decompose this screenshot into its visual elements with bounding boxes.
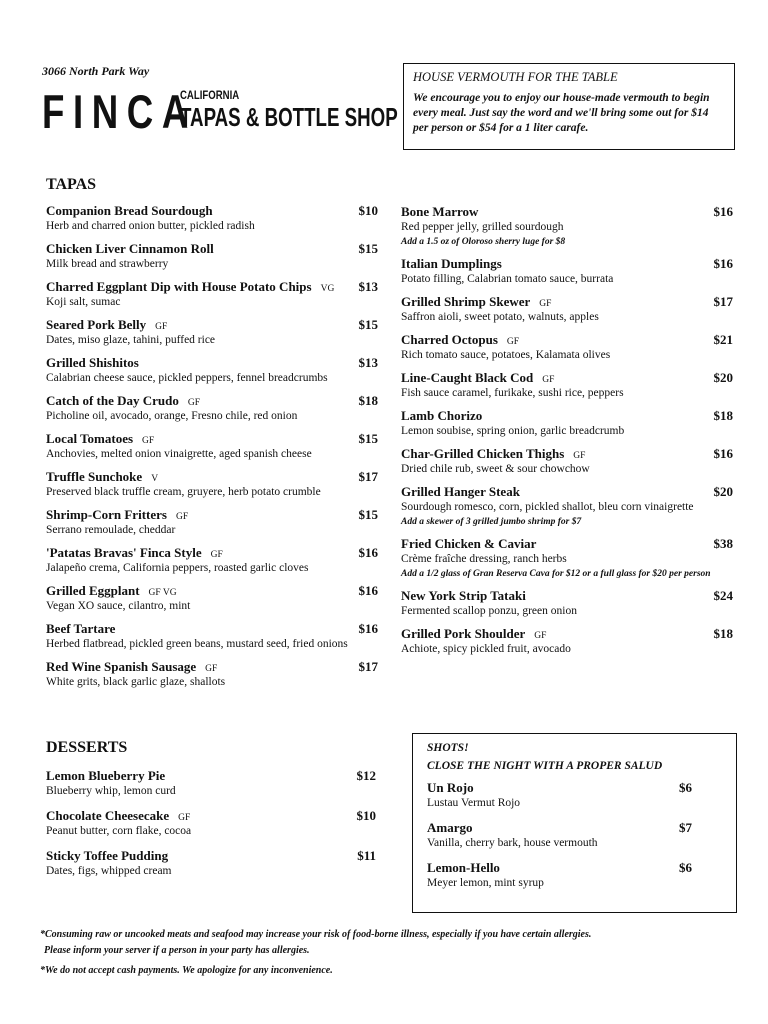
menu-item-row: [401, 370, 733, 386]
menu-item: [401, 588, 733, 619]
menu-item-description: Fish sauce caramel, furikake, sushi rice, peppers: [401, 387, 624, 399]
menu-item-name: Beef Tartare: [46, 621, 116, 636]
menu-item-row: [46, 768, 376, 784]
menu-item-row: [46, 241, 378, 257]
menu-item-row: [46, 203, 378, 219]
menu-item-name: Grilled Shishitos: [46, 355, 139, 370]
menu-item-description: Vanilla, cherry bark, house vermouth: [427, 837, 598, 849]
menu-item-description: Herb and charred onion butter, pickled radish: [46, 220, 255, 232]
menu-item-row: [401, 536, 733, 552]
menu-item: [46, 469, 378, 500]
menu-item-description: Lemon soubise, spring onion, garlic breadcrumb: [401, 425, 625, 437]
menu-item: [427, 820, 692, 851]
menu-item: [46, 848, 376, 879]
menu-item-name: 'Patatas Bravas' Finca Style: [46, 545, 202, 560]
menu-item-description: Dates, figs, whipped cream: [46, 865, 172, 877]
menu-item-description: Crème fraîche dressing, ranch herbs: [401, 553, 567, 565]
menu-item-description: Serrano remoulade, cheddar: [46, 524, 176, 536]
menu-item-price: $7: [679, 820, 692, 835]
menu-item-description: Sourdough romesco, corn, pickled shallot, bleu corn vinaigrette: [401, 501, 694, 513]
menu-item-price: $18: [358, 393, 378, 408]
menu-item-price: $10: [356, 808, 376, 823]
menu-item-price: $18: [713, 626, 733, 641]
menu-item-description: Lustau Vermut Rojo: [427, 797, 521, 809]
diet-tag: GF: [175, 512, 189, 522]
menu-item-description: White grits, black garlic glaze, shallots: [46, 676, 226, 688]
diet-tag: GF: [534, 631, 547, 641]
menu-item-name: Seared Pork Belly: [46, 317, 147, 332]
menu-item-price: $12: [356, 768, 376, 783]
menu-item-row: [401, 588, 733, 604]
menu-item-price: $38: [713, 536, 733, 551]
menu-item-description: Jalapeño crema, California peppers, roasted garlic cloves: [46, 562, 309, 574]
diet-tag: GF: [142, 436, 155, 446]
menu-item-name: Charred Octopus: [401, 332, 498, 347]
diet-tag: GF VG: [148, 588, 177, 598]
menu-item-description: Picholine oil, avocado, orange, Fresno chile, red onion: [46, 410, 298, 422]
menu-item: [401, 408, 733, 439]
menu-item-description: Vegan XO sauce, cilantro, mint: [46, 600, 191, 612]
menu-item-price: $20: [713, 484, 733, 499]
menu-item: [401, 370, 733, 401]
menu-item-name: Local Tomatoes: [46, 431, 134, 446]
menu-item-row: [46, 431, 378, 447]
menu-item-price: $16: [713, 204, 733, 219]
menu-item-description: Blueberry whip, lemon curd: [46, 785, 176, 797]
menu-item-description: Meyer lemon, mint syrup: [427, 877, 544, 889]
diet-tag: GF: [573, 451, 586, 461]
menu-item-price: $13: [358, 355, 378, 370]
menu-item-price: $24: [713, 588, 733, 603]
desserts-title: DESSERTS: [46, 739, 128, 756]
menu-item-row: [401, 446, 733, 462]
logo-state: CALIFORNIA: [180, 88, 240, 102]
menu-item-price: $20: [713, 370, 733, 385]
menu-item-name: Chocolate Cheesecake: [46, 808, 170, 823]
menu-item-row: [401, 408, 733, 424]
menu-item-description: Rich tomato sauce, potatoes, Kalamata olives: [401, 349, 611, 361]
menu-item-price: $18: [713, 408, 733, 423]
menu-item-price: $17: [358, 469, 378, 484]
menu-item-row: [401, 626, 733, 642]
menu-item: [46, 241, 378, 272]
menu-item-price: $6: [679, 860, 692, 875]
menu-item-name: Grilled Shrimp Skewer: [401, 294, 531, 309]
diet-tag: GF: [155, 322, 168, 332]
menu-item-name: Sticky Toffee Pudding: [46, 848, 169, 863]
menu-item: [46, 203, 378, 234]
menu-item-price: $21: [713, 332, 733, 347]
menu-item-name: Fried Chicken & Caviar: [401, 536, 537, 551]
shots-box: [412, 733, 737, 913]
menu-item-price: $16: [358, 583, 378, 598]
menu-item: [427, 780, 692, 811]
menu-item-name: Grilled Hanger Steak: [401, 484, 520, 499]
menu-item-description: Dates, miso glaze, tahini, puffed rice: [46, 334, 216, 346]
menu-item-row: [401, 294, 733, 310]
diet-tag: GF: [187, 398, 201, 408]
menu-item-row: [46, 545, 378, 561]
menu-item: [401, 484, 733, 529]
menu-item-price: $15: [358, 241, 378, 256]
menu-item-name: New York Strip Tataki: [401, 588, 526, 603]
menu-item: [46, 355, 378, 386]
diet-tag: GF: [539, 299, 552, 309]
menu-item-description: Milk bread and strawberry: [46, 258, 169, 270]
menu-item-name: Red Wine Spanish Sausage: [46, 659, 197, 674]
menu-item-row: [401, 204, 733, 220]
menu-item-name: Amargo: [427, 820, 473, 835]
menu-item-row: [46, 355, 378, 371]
tapas-left-column: [46, 203, 378, 697]
menu-item-name: Italian Dumplings: [401, 256, 502, 271]
footnote-cash: *We do not accept cash payments. We apologize for any inconvenience.: [40, 965, 333, 976]
menu-item-row: [401, 332, 733, 348]
menu-item-row: [46, 507, 378, 523]
diet-tag: GF: [210, 550, 223, 560]
menu-item-addon-note: Add a 1/2 glass of Gran Reserva Cava for $12 or a full glass for $20 per person: [401, 569, 711, 579]
menu-item-row: [427, 780, 692, 796]
shots-title: SHOTS!: [427, 742, 469, 754]
logo-tagline: TAPAS & BOTTLE SHOP: [180, 102, 398, 132]
menu-item-description: Saffron aioli, sweet potato, walnuts, apples: [401, 311, 599, 323]
menu-item-description: Calabrian cheese sauce, pickled peppers, fennel breadcrumbs: [46, 372, 328, 384]
menu-item-name: Companion Bread Sourdough: [46, 203, 213, 218]
menu-item-price: $16: [713, 446, 733, 461]
menu-item-row: [46, 621, 378, 637]
shots-subtitle: CLOSE THE NIGHT WITH A PROPER SALUD: [427, 760, 663, 772]
menu-item-price: $15: [358, 507, 378, 522]
menu-item-name: Chicken Liver Cinnamon Roll: [46, 241, 214, 256]
menu-item: [401, 536, 733, 581]
menu-item-addon-note: Add a skewer of 3 grilled jumbo shrimp for $7: [401, 517, 582, 527]
menu-item-row: [46, 583, 378, 599]
menu-item: [46, 317, 378, 348]
menu-item-description: Red pepper jelly, grilled sourdough: [401, 221, 564, 233]
logo-name: FINCA: [42, 85, 197, 138]
menu-item: [401, 332, 733, 363]
menu-item-row: [46, 848, 376, 864]
tapas-title: TAPAS: [46, 176, 97, 193]
menu-item-name: Line-Caught Black Cod: [401, 370, 534, 385]
menu-item-name: Un Rojo: [427, 780, 474, 795]
menu-item-description: Achiote, spicy pickled fruit, avocado: [401, 643, 571, 655]
menu-item-price: $16: [713, 256, 733, 271]
diet-tag: GF: [506, 337, 520, 347]
menu-item: [46, 393, 378, 424]
menu-item-price: $17: [713, 294, 733, 309]
menu-item-price: $6: [679, 780, 692, 795]
menu-item: [46, 507, 378, 538]
menu-item: [46, 808, 376, 839]
footnote-inform: Please inform your server if a person in your party has allergies.: [44, 945, 310, 956]
menu-item-price: $16: [358, 545, 378, 560]
diet-tag: GF: [205, 664, 218, 674]
menu-item-name: Truffle Sunchoke: [46, 469, 143, 484]
menu-item: [401, 256, 733, 287]
menu-item-description: Fermented scallop ponzu, green onion: [401, 605, 577, 617]
tapas-right-column: [401, 204, 733, 664]
menu-item-price: $13: [358, 279, 378, 294]
menu-item-description: Preserved black truffle cream, gruyere, herb potato crumble: [46, 486, 321, 498]
menu-item-description: Dried chile rub, sweet & sour chowchow: [401, 463, 590, 475]
menu-item: [46, 583, 378, 614]
menu-item-price: $11: [357, 848, 376, 863]
menu-item-price: $10: [358, 203, 378, 218]
menu-item-row: [46, 469, 378, 485]
menu-item-addon-note: Add a 1.5 oz of Oloroso sherry luge for $8: [401, 237, 566, 247]
menu-item-name: Lemon-Hello: [427, 860, 500, 875]
diet-tag: GF: [178, 813, 191, 823]
menu-item: [46, 621, 378, 652]
menu-item-row: [46, 659, 378, 675]
house-vermouth-box: [403, 63, 735, 150]
menu-item-description: Peanut butter, corn flake, cocoa: [46, 825, 192, 837]
footnote-allergy: *Consuming raw or uncooked meats and seafood may increase your risk of food-borne illness, especially if you have certain allergies.: [40, 929, 592, 940]
menu-item: [46, 431, 378, 462]
menu-item-price: $17: [358, 659, 378, 674]
menu-item: [401, 204, 733, 249]
menu-item-name: Charred Eggplant Dip with House Potato Chips: [46, 279, 312, 294]
menu-item-row: [46, 808, 376, 824]
menu-item-row: [401, 484, 733, 500]
menu-item-name: Lemon Blueberry Pie: [46, 768, 166, 783]
shots-list: [427, 780, 692, 891]
menu-item-name: Grilled Pork Shoulder: [401, 626, 526, 641]
menu-item: [401, 626, 733, 657]
vermouth-text: We encourage you to enjoy our house-made vermouth to begin every meal. Just say the word and we'll bring some out for $14 per person or $54 for a 1 liter carafe.: [413, 92, 710, 134]
menu-item-price: $15: [358, 431, 378, 446]
menu-item: [427, 860, 692, 891]
menu-item-description: Potato filling, Calabrian tomato sauce, burrata: [401, 273, 614, 285]
menu-item-row: [401, 256, 733, 272]
vermouth-title: HOUSE VERMOUTH FOR THE TABLE: [413, 70, 618, 84]
menu-item-row: [46, 317, 378, 333]
menu-item-row: [427, 860, 692, 876]
desserts-list: [46, 768, 376, 888]
menu-item: [46, 279, 378, 310]
menu-item-row: [46, 279, 378, 295]
diet-tag: V: [151, 474, 159, 484]
address: 3066 North Park Way: [42, 64, 150, 78]
menu-item: [46, 659, 378, 690]
menu-item-description: Anchovies, melted onion vinaigrette, aged spanish cheese: [46, 448, 312, 460]
menu-item-name: Grilled Eggplant: [46, 583, 140, 598]
diet-tag: VG: [320, 284, 335, 294]
menu-item: [401, 446, 733, 477]
menu-item-row: [427, 820, 692, 836]
diet-tag: GF: [542, 375, 555, 385]
menu-item-price: $16: [358, 621, 378, 636]
menu-item-description: Koji salt, sumac: [46, 296, 121, 308]
menu-item-row: [46, 393, 378, 409]
menu-item-name: Lamb Chorizo: [401, 408, 483, 423]
menu-item-price: $15: [358, 317, 378, 332]
menu-item-name: Catch of the Day Crudo: [46, 393, 179, 408]
menu-item: [46, 768, 376, 799]
finca-logo: [42, 85, 398, 138]
menu-item-description: Herbed flatbread, pickled green beans, mustard seed, fried onions: [46, 638, 348, 650]
menu-item: [46, 545, 378, 576]
menu-item: [401, 294, 733, 325]
menu-item-name: Char-Grilled Chicken Thighs: [401, 446, 565, 461]
menu-item-name: Shrimp-Corn Fritters: [46, 507, 167, 522]
menu-item-name: Bone Marrow: [401, 204, 479, 219]
